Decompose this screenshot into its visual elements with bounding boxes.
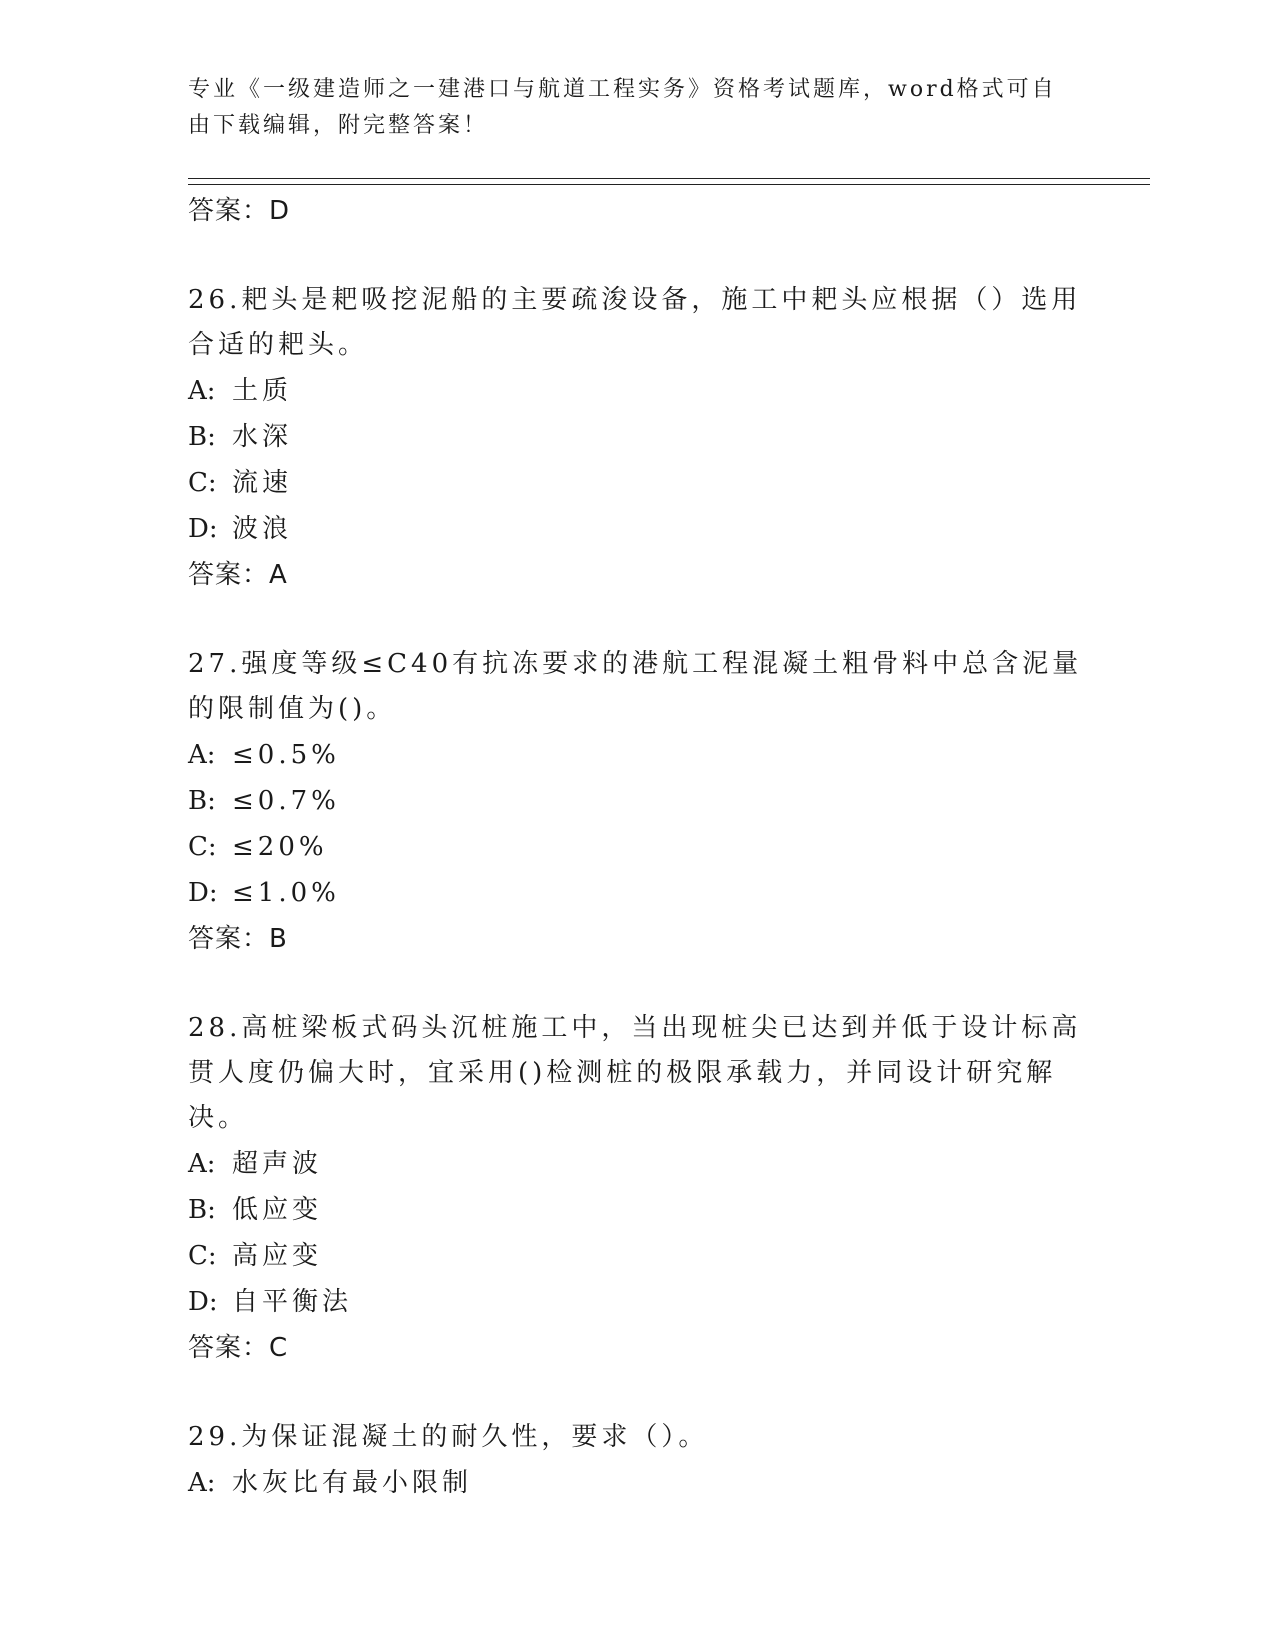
option-d bbox=[188, 506, 1088, 552]
option-label: C: bbox=[188, 832, 217, 862]
header-divider-top bbox=[188, 178, 1150, 179]
option-text: 土质 bbox=[232, 376, 293, 406]
option-text: 流速 bbox=[232, 468, 293, 498]
option-c bbox=[188, 1233, 1088, 1279]
option-text: 波浪 bbox=[232, 514, 293, 544]
document-header: 专业《一级建造师之一建港口与航道工程实务》资格考试题库，word格式可自由下载编辑，附完整答案！ bbox=[188, 77, 1057, 138]
option-label: A: bbox=[188, 1468, 216, 1498]
option-text: 低应变 bbox=[232, 1195, 323, 1225]
spacer bbox=[188, 1371, 1088, 1415]
question-29 bbox=[188, 1415, 1088, 1506]
question-text: 27.强度等级≤C40有抗冻要求的港航工程混凝土粗骨料中总含泥量的限制值为()。 bbox=[188, 649, 1083, 724]
option-a bbox=[188, 1460, 1088, 1506]
question-28 bbox=[188, 1006, 1088, 1371]
spacer bbox=[188, 234, 1088, 278]
option-label: D: bbox=[188, 878, 218, 908]
header-divider-bottom bbox=[188, 184, 1150, 185]
option-text: ≤20% bbox=[232, 832, 328, 862]
question-text: 26.耙头是耙吸挖泥船的主要疏浚设备，施工中耙头应根据（）选用合适的耙头。 bbox=[188, 285, 1082, 360]
spacer bbox=[188, 598, 1088, 642]
option-b bbox=[188, 414, 1088, 460]
spacer bbox=[188, 962, 1088, 1006]
option-text: ≤1.0% bbox=[232, 878, 340, 908]
option-text: 自平衡法 bbox=[232, 1287, 353, 1317]
option-b bbox=[188, 778, 1088, 824]
answer-line: 答案：C bbox=[188, 1333, 289, 1363]
question-26 bbox=[188, 278, 1088, 598]
answer-line: 答案：B bbox=[188, 924, 288, 954]
option-b bbox=[188, 1187, 1088, 1233]
question-27 bbox=[188, 642, 1088, 962]
option-a bbox=[188, 1141, 1088, 1187]
question-text: 28.高桩梁板式码头沉桩施工中，当出现桩尖已达到并低于设计标高贯人度仍偏大时，宜采用()检测桩的极限承载力，并同设计研究解决。 bbox=[188, 1013, 1082, 1133]
option-c bbox=[188, 460, 1088, 506]
question-text: 29.为保证混凝土的耐久性，要求（）。 bbox=[188, 1422, 709, 1452]
option-text: ≤0.7% bbox=[232, 786, 340, 816]
option-text: 水灰比有最小限制 bbox=[232, 1468, 473, 1498]
option-text: ≤0.5% bbox=[232, 740, 340, 770]
option-label: B: bbox=[188, 1195, 216, 1225]
option-label: C: bbox=[188, 1241, 217, 1271]
answer-line: 答案：A bbox=[188, 560, 288, 590]
answer-line: 答案：D bbox=[188, 196, 291, 226]
question-content bbox=[188, 188, 1088, 1506]
option-label: D: bbox=[188, 514, 218, 544]
option-label: A: bbox=[188, 376, 216, 406]
option-a bbox=[188, 368, 1088, 414]
option-label: A: bbox=[188, 740, 216, 770]
option-label: D: bbox=[188, 1287, 218, 1317]
option-text: 高应变 bbox=[232, 1241, 323, 1271]
option-label: C: bbox=[188, 468, 217, 498]
option-text: 水深 bbox=[232, 422, 293, 452]
option-label: A: bbox=[188, 1149, 216, 1179]
option-label: B: bbox=[188, 422, 216, 452]
option-label: B: bbox=[188, 786, 216, 816]
option-d bbox=[188, 870, 1088, 916]
option-d bbox=[188, 1279, 1088, 1325]
option-c bbox=[188, 824, 1088, 870]
option-text: 超声波 bbox=[232, 1149, 323, 1179]
option-a bbox=[188, 732, 1088, 778]
